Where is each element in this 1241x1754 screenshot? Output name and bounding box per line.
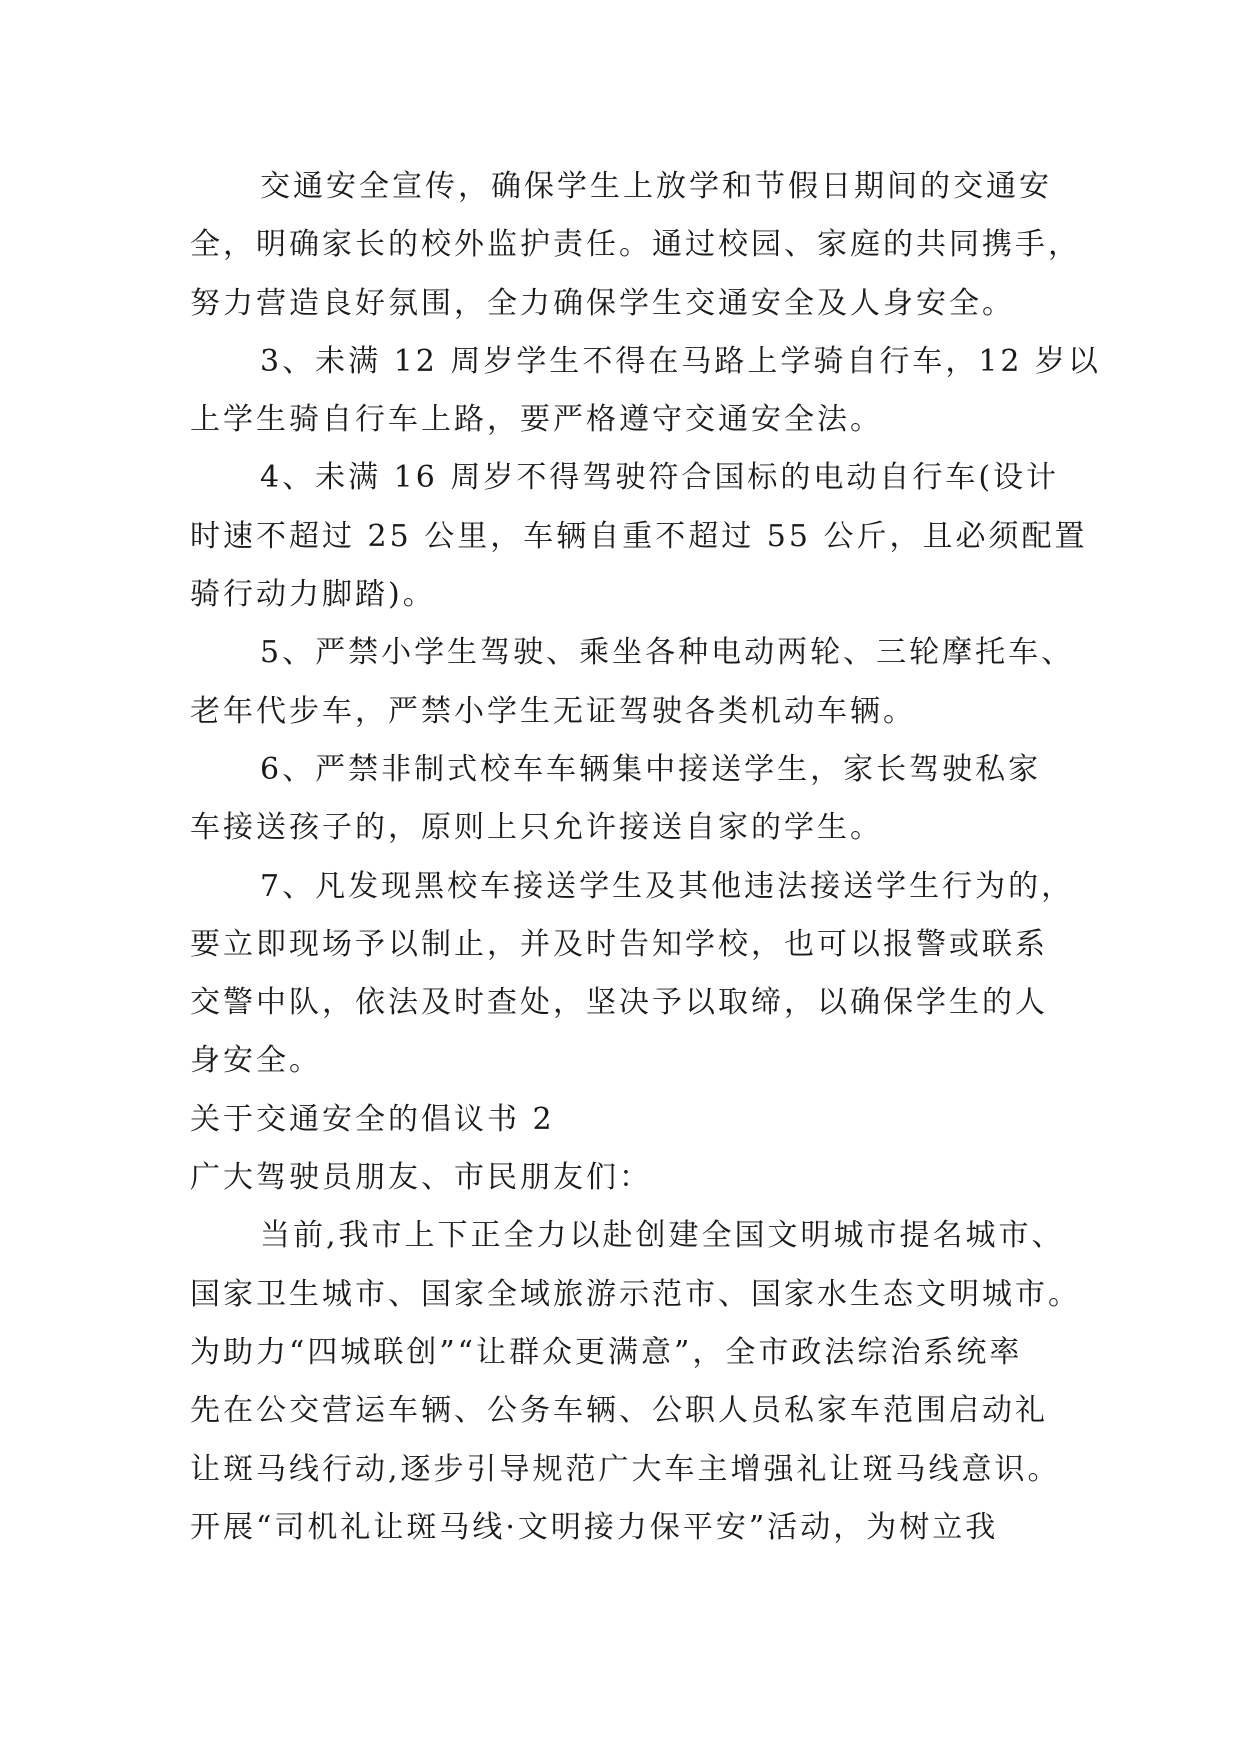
list-item-5-line: 5、严禁小学生驾驶、乘坐各种电动两轮、三轮摩托车、 bbox=[260, 635, 1075, 671]
list-item-4-line: 骑行动力脚踏)。 bbox=[190, 577, 436, 613]
list-item-3-line: 3、未满 12 周岁学生不得在马路上学骑自行车，12 岁以 bbox=[260, 343, 1102, 379]
paragraph-line: 全，明确家长的校外监护责任。通过校园、家庭的共同携手， bbox=[190, 227, 1081, 263]
section-title: 关于交通安全的倡议书 2 bbox=[190, 1101, 555, 1137]
list-item-6-line: 车接送孩子的，原则上只允许接送自家的学生。 bbox=[190, 810, 883, 846]
paragraph-line: 为助力“四城联创”“让群众更满意”，全市政法综治系统率 bbox=[190, 1334, 1023, 1370]
paragraph-line: 让斑马线行动,逐步引导规范广大车主增强礼让斑马线意识。 bbox=[190, 1451, 1061, 1487]
list-item-7-line: 交警中队，依法及时查处，坚决予以取缔，以确保学生的人 bbox=[190, 985, 1048, 1021]
paragraph-line: 先在公交营运车辆、公务车辆、公职人员私家车范围启动礼 bbox=[190, 1393, 1048, 1429]
paragraph-line: 交通安全宣传，确保学生上放学和节假日期间的交通安 bbox=[260, 169, 1052, 204]
salutation: 广大驾驶员朋友、市民朋友们： bbox=[190, 1160, 652, 1196]
list-item-4-line: 4、未满 16 周岁不得驾驶符合国标的电动自行车(设计 bbox=[260, 460, 1060, 496]
list-item-7-line: 要立即现场予以制止，并及时告知学校，也可以报警或联系 bbox=[190, 926, 1048, 962]
list-item-7-line: 身安全。 bbox=[190, 1043, 322, 1079]
paragraph-line: 国家卫生城市、国家全域旅游示范市、国家水生态文明城市。 bbox=[190, 1276, 1081, 1312]
list-item-5-line: 老年代步车，严禁小学生无证驾驶各类机动车辆。 bbox=[190, 693, 916, 729]
list-item-4-line: 时速不超过 25 公里，车辆自重不超过 55 公斤，且必须配置 bbox=[190, 518, 1088, 554]
list-item-3-line: 上学生骑自行车上路，要严格遵守交通安全法。 bbox=[190, 402, 883, 438]
list-item-6-line: 6、严禁非制式校车车辆集中接送学生，家长驾驶私家 bbox=[260, 751, 1042, 787]
paragraph-line: 当前,我市上下正全力以赴创建全国文明城市提名城市、 bbox=[260, 1218, 1065, 1254]
document-body bbox=[190, 158, 1102, 1557]
paragraph-line: 开展“司机礼让斑马线·文明接力保平安”活动，为树立我 bbox=[190, 1509, 999, 1545]
list-item-7-line: 7、凡发现黑校车接送学生及其他违法接送学生行为的， bbox=[260, 868, 1075, 904]
paragraph-line: 努力营造良好氛围，全力确保学生交通安全及人身安全。 bbox=[190, 285, 1015, 321]
